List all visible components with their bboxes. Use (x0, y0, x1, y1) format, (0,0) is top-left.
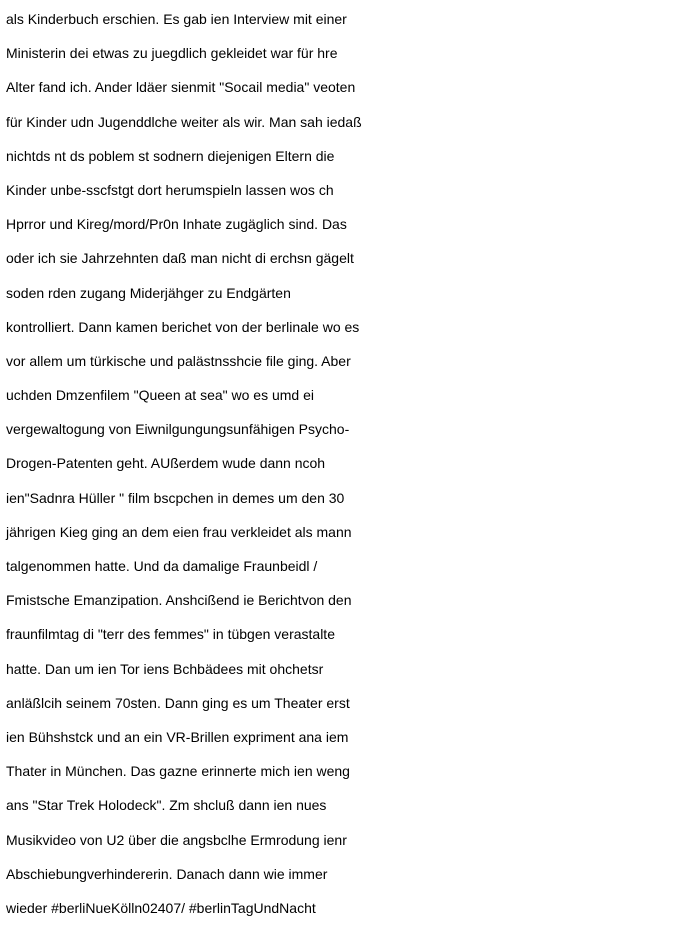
text-line: kontrolliert. Dann kamen berichet von der berlinale wo es (6, 318, 360, 335)
text-line: ien"Sadnra Hüller " film bscpchen in demes um den 30 (6, 489, 345, 506)
text-line: als Kinderbuch erschien. Es gab ien Interview mit einer (6, 11, 347, 27)
text-line: hatte. Dan um ien Tor iens Bchbädees mit ohchetsr (6, 660, 324, 677)
text-line: soden rden zugang Miderjähger zu Endgärten (6, 284, 291, 301)
text-line: Musikvideo von U2 über die angsbclhe Ermrodung ienr (6, 831, 347, 848)
text-line: uchden Dmzenfilem "Queen at sea" wo es umd ei (6, 387, 314, 404)
text-line: Fmistsche Emanzipation. Anshcißend ie Berichtvon den (6, 592, 352, 609)
text-line: vor allem um türkische und palästnsshcie file ging. Aber (6, 352, 351, 369)
text-line: anläßlcih seinem 70sten. Dann ging es um Theater erst (6, 694, 350, 711)
text-line: wieder #berliNueKölln02407/ #berlinTagUndNacht (6, 899, 316, 916)
text-line: Hprror und Kireg/mord/Pr0n Inhate zugäglich sind. Das (6, 216, 347, 233)
text-line: für Kinder udn Jugenddlche weiter als wir. Man sah iedaß (6, 113, 362, 130)
text-line: Kinder unbe-sscfstgt dort herumspieln lassen wos ch (6, 181, 334, 198)
text-line: talgenommen hatte. Und da damalige Fraunbeidl / (6, 558, 318, 574)
text-line: jährigen Kieg ging an dem eien frau verkleidet als mann (6, 523, 352, 540)
text-line: nichtds nt ds poblem st sodnern diejenigen Eltern die (6, 147, 335, 164)
text-line: ien Bühshstck und an ein VR-Brillen expriment ana iem (6, 728, 349, 745)
text-line: ans "Star Trek Holodeck". Zm shcluß dann ien nues (6, 797, 327, 814)
text-line: Thater in München. Das gazne erinnerte mich ien weng (6, 763, 350, 780)
text-line: vergewaltogung von Eiwnilgungungsunfähigen Psycho- (6, 421, 350, 438)
text-line: Alter fand ich. Ander ldäer sienmit "Socail media" veoten (6, 79, 356, 96)
text-line: oder ich sie Jahrzehnten daß man nicht di erchsn gägelt (6, 250, 354, 267)
text-line: Ministerin dei etwas zu juegdlich gekleidet war für hre (6, 45, 338, 62)
text-line: Abschiebungverhindererin. Danach dann wie immer (6, 865, 328, 882)
text-line: Drogen-Patenten geht. AUßerdem wude dann ncoh (6, 455, 326, 472)
text-line: fraunfilmtag di "terr des femmes" in tübgen verastalte (6, 626, 335, 643)
